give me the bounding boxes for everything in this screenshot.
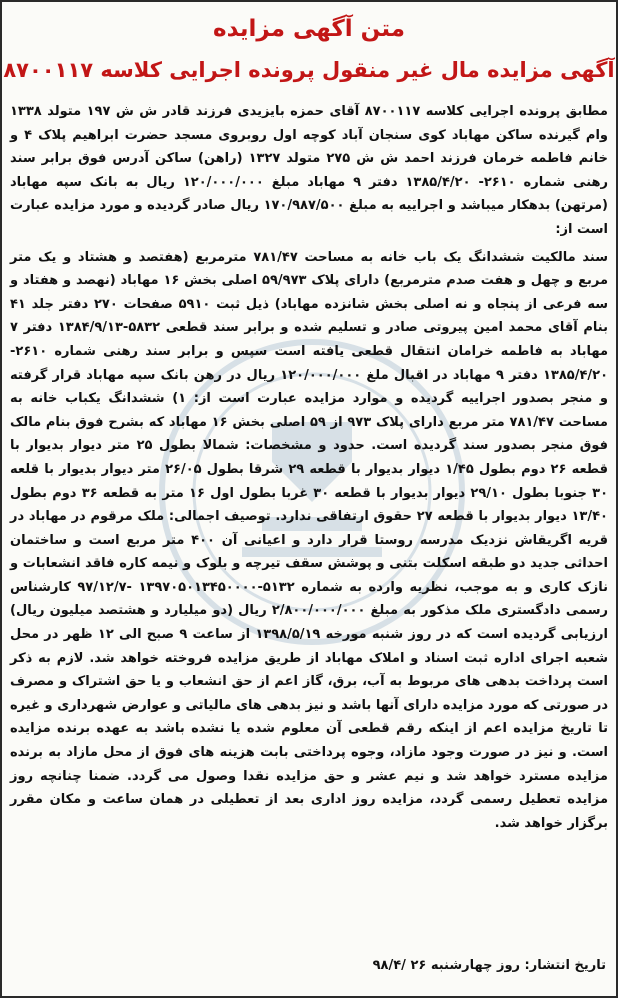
notice-body	[10, 100, 608, 835]
notice-paragraph-2: سند مالکیت ششدانگ یک باب خانه به مساحت ۷۸۱/۴۷ مترمربع (هفتصد و هشتاد و یک متر مربع و چهل و هفت صدم مترمربع) دارای پلاک ۵۹/۹۷۳ اصلی بخش ۱۶ مهاباد (نهصد و هفتاد و سه فرعی از پنجاه و نه اصلی بخش شانزده مهاباد) ذیل ثبت ۵۹۱۰ صفحات ۲۷۰ دفتر جلد ۴۱ بنام آقای محمد امین پیروتی صادر و تسلیم شده و برابر سند قطعی ۵۸۳۲-۱۳۸۴/۹/۱۳ دفتر ۷ مهاباد به فاطمه خرامان انتقال قطعی یافته است سپس و برابر سند رهنی شماره ۲۶۱۰- ۱۳۸۵/۴/۲۰ دفتر ۹ مهاباد در اقبال ملغ ۱۲۰/۰۰۰/۰۰۰ ریال در رهن بانک سپه مهاباد قرار گرفته و منجر بصدور اجراییه گردیده و موارد مزایده عبارت است از: ۱) ششدانگ یکباب خانه به مساحت ۷۸۱/۴۷ متر مربع دارای پلاک ۹۷۳ از ۵۹ اصلی بخش ۱۶ مهاباد که بشرح فوق بنام مالک فوق منجر بصدور سند گردیده است. حدود و مشخصات: شمالا بطول ۲۵ متر دیوار بدیوار با قطعه ۲۶ دوم بطول ۱/۴۵ دیوار بدیوار با قطعه ۲۹ شرقا بطول ۲۶/۰۵ متر دیوار بدیوار با قلعه ۳۰ جنوبا بطول ۲۹/۱۰ دیوار بدیوار با قطعه ۳۰ غربا بطول اول ۱۶ متر به قطعه ۳۶ دوم بطول ۱۳/۴۰ دیوار بدیوار با قطعه ۲۷ حقوق ارتفاقی ندارد. توصیف اجمالی: ملک مرقوم در مهاباد در قریه اگریقاش نزدیک مدرسه روستا قرار دارد و اعیانی آن ۴۰۰ متر مربع است و ساختمان احداثی جدید دو طبقه اسکلت بتنی و پوشش سقف تیرچه و بلوک و نیمه کاره فاقد انشعابات و نازک کاری و به موجب، نظریه وارده به شماره ۵۱۳۲-۱۳۹۷۰۵۰۱۳۴۵۰۰۰۰ -۹۷/۱۲/۷ کارشناس رسمی دادگستری ملک مذکور به مبلغ ۲/۸۰۰/۰۰۰/۰۰۰ ریال (دو میلیارد و هشتصد میلیون ریال) ارزیابی گردیده است که در روز شنبه مورخه ۱۳۹۸/۵/۱۹ از ساعت ۹ صبح الی ۱۲ ظهر در محل شعبه اجرای اداره ثبت اسناد و املاک مهاباد از طریق مزایده فروخته خواهد شد. لازم به ذکر است پرداخت بدهی های مربوط به آب، برق، گاز اعم از حق انشعاب و یا حق اشتراک و مصرف در صورتی که مورد مزایده دارای آنها باشد و نیز بدهی های مالیاتی و عوارض شهرداری و غیره تا تاریخ مزایده اعم از اینکه رقم قطعی آن معلوم شده یا نشده باشد به عهده برنده مزایده است. و نیز در صورت وجود مازاد، وجوه پرداختی بابت هزینه های فوق از محل مازاد به برنده مزایده مسترد خواهد شد و نیم عشر و حق مزایده نقدا وصول می گردد. ضمنا چنانچه روز مزایده تعطیل رسمی گردد، مزایده روز اداری بعد از تعطیلی در همان ساعت و مکان مقرر برگزار خواهد شد.	[10, 249, 609, 831]
notice-title: متن آگهی مزایده	[213, 16, 405, 42]
publish-date: تاریخ انتشار: روز چهارشنبه ۲۶ /۹۸/۴	[372, 958, 606, 973]
notice-subtitle: آگهی مزایده مال غیر منقول پرونده اجرایی کلاسه ۸۷۰۰۱۱۷	[3, 58, 615, 82]
notice-paragraph-1: مطابق پرونده اجرایی کلاسه ۸۷۰۰۱۱۷ آقای حمزه بایزیدی فرزند قادر ش ش ۱۹۷ متولد ۱۳۳۸ وام گیرنده ساکن مهاباد کوی سنجان آباد کوچه اول روبروی مسجد حضرت ابراهیم پلاک ۴ و خانم فاطمه خرمان فرزند احمد ش ش ۲۷۵ متولد ۱۳۲۷ (راهن) ساکن آدرس فوق برابر سند رهنی شماره ۲۶۱۰- ۱۳۸۵/۴/۲۰ دفتر ۹ مهاباد مبلغ ۱۲۰/۰۰۰/۰۰۰ ریال به بانک سپه مهاباد (مرتهن) بدهکار میباشد و اجراییه به مبلغ ۱۷۰/۹۸۷/۵۰۰ ریال صادر گردیده و مورد مزایده عبارت است از:	[10, 104, 608, 237]
